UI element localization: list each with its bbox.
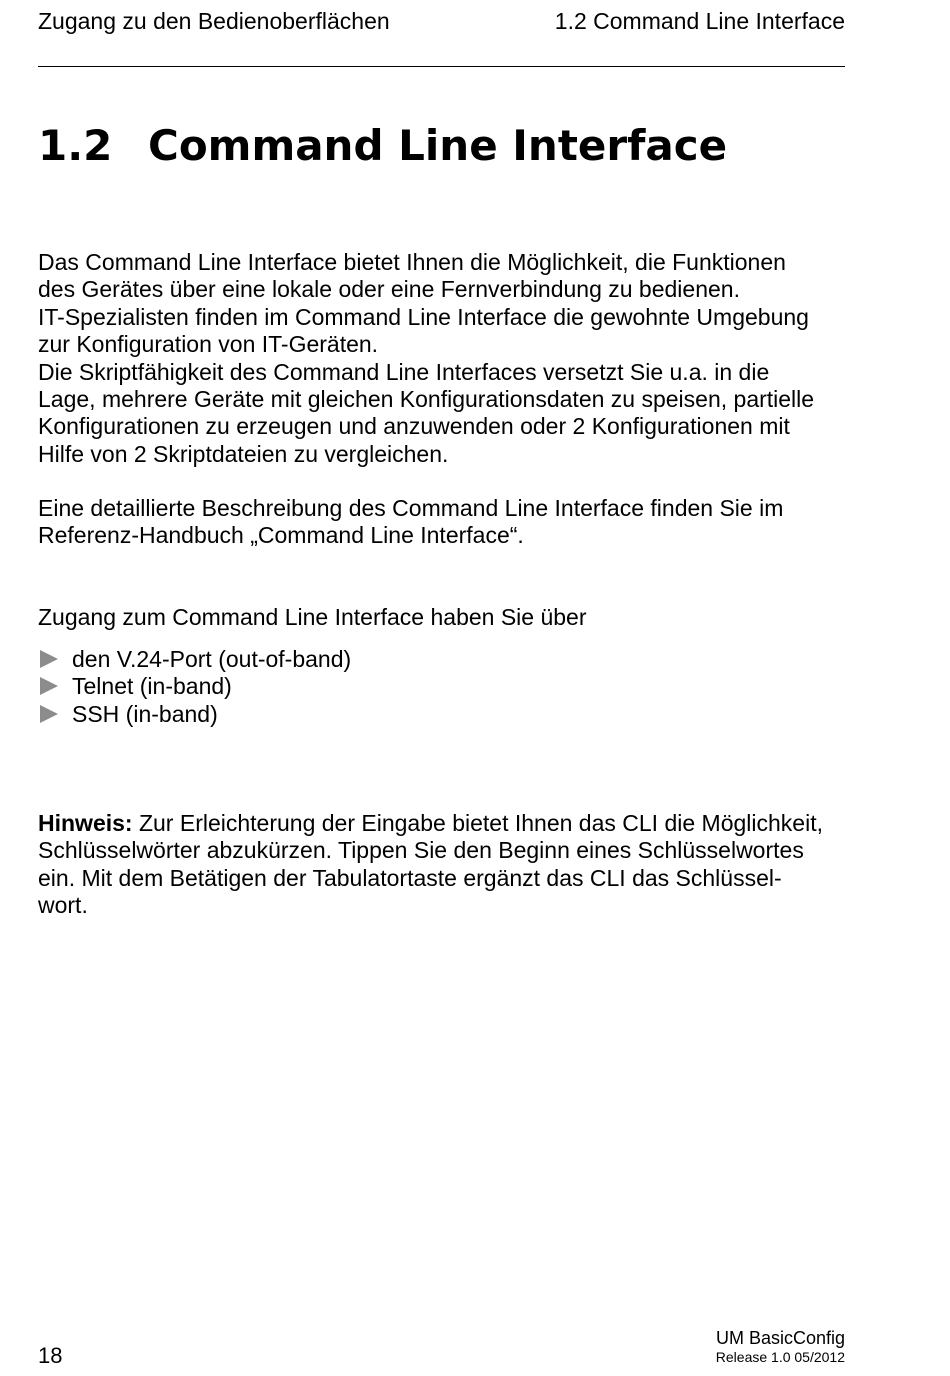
list-item bbox=[38, 673, 351, 700]
paragraph-line: ein. Mit dem Betätigen der Tabulatortaste ergänzt das CLI das Schlüssel- bbox=[38, 864, 782, 891]
access-methods-list bbox=[38, 646, 351, 728]
reference-paragraph bbox=[38, 495, 858, 550]
list-item bbox=[38, 646, 351, 673]
note-text: Zur Erleichterung der Eingabe bietet Ihnen das CLI die Möglichkeit, bbox=[132, 810, 823, 836]
section-number: 1.2 bbox=[38, 121, 113, 170]
paragraph-line: des Gerätes über eine lokale oder eine Fernverbindung zu bedienen. bbox=[38, 276, 740, 303]
paragraph-line: Das Command Line Interface bietet Ihnen die Möglichkeit, die Funktionen bbox=[38, 249, 786, 275]
paragraph-line: Lage, mehrere Geräte mit gleichen Konfigurationsdaten zu speisen, partielle bbox=[38, 386, 815, 413]
paragraph-line: Eine detaillierte Beschreibung des Command Line Interface finden Sie im bbox=[38, 495, 784, 521]
paragraph-line: IT-Spezialisten finden im Command Line Interface die gewohnte Umgebung bbox=[38, 303, 809, 330]
page-number: 18 bbox=[38, 1343, 63, 1368]
paragraph-line: Die Skriptfähigkeit des Command Line Interfaces versetzt Sie u.a. in die bbox=[38, 358, 770, 385]
paragraph-line: Konfigurationen zu erzeugen und anzuwenden oder 2 Konfigurationen mit bbox=[38, 413, 790, 440]
footer-doc-info bbox=[716, 1327, 845, 1366]
paragraph-line: Schlüsselwörter abzukürzen. Tippen Sie den Beginn eines Schlüsselwortes bbox=[38, 837, 804, 864]
release-info: Release 1.0 05/2012 bbox=[715, 1349, 845, 1365]
paragraph-line: Zugang zum Command Line Interface haben Sie über bbox=[38, 604, 587, 630]
triangle-bullet-icon bbox=[40, 650, 58, 668]
list-item bbox=[38, 701, 351, 728]
note-paragraph bbox=[38, 810, 858, 920]
note-label: Hinweis: bbox=[38, 810, 133, 836]
access-intro-paragraph bbox=[38, 604, 858, 631]
triangle-bullet-icon bbox=[40, 705, 58, 723]
paragraph-line: Referenz-Handbuch „Command Line Interface“. bbox=[38, 522, 524, 549]
section-heading bbox=[38, 118, 727, 174]
paragraph-line bbox=[38, 810, 858, 837]
list-item-label: den V.24-Port (out-of-band) bbox=[72, 646, 352, 672]
paragraph-line: wort. bbox=[38, 892, 88, 919]
section-title: Command Line Interface bbox=[148, 121, 728, 170]
list-item-label: Telnet (in-band) bbox=[72, 673, 232, 700]
paragraph-line: Hilfe von 2 Skriptdateien zu vergleichen. bbox=[38, 440, 449, 467]
intro-paragraph bbox=[38, 249, 858, 468]
running-header-chapter: Zugang zu den Bedienoberflächen bbox=[38, 8, 390, 34]
paragraph-line: zur Konfiguration von IT-Geräten. bbox=[38, 331, 379, 358]
running-header-section: 1.2 Command Line Interface bbox=[554, 8, 845, 34]
list-item-label: SSH (in-band) bbox=[72, 700, 218, 727]
header-divider bbox=[38, 66, 845, 67]
running-header bbox=[38, 6, 845, 36]
triangle-bullet-icon bbox=[40, 677, 58, 695]
document-name: UM BasicConfig bbox=[715, 1328, 845, 1348]
